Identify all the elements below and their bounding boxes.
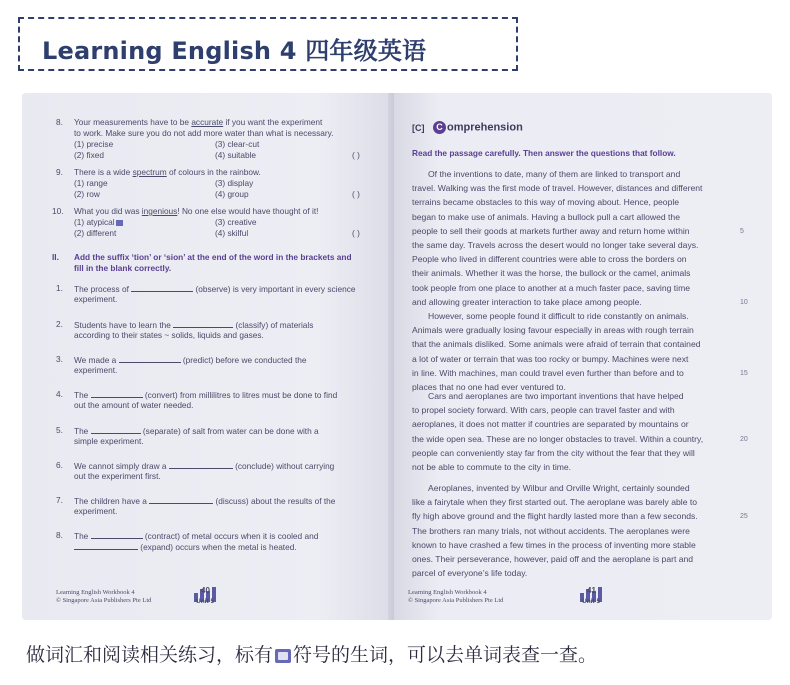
left-page: [22, 93, 394, 620]
unit-label: Unit 5: [582, 598, 601, 605]
right-page: [394, 93, 772, 620]
option: (3) creative: [215, 217, 257, 227]
answer-bracket[interactable]: ( ): [352, 150, 360, 160]
passage-line: travel. Walking was the first mode of travel. However, distances and different: [412, 183, 703, 194]
option: (1) precise: [74, 139, 114, 149]
item-number: 5.: [56, 425, 63, 435]
item-number: 4.: [56, 389, 63, 399]
passage-line: fly high above ground and the flight hardly lasted more than a few seconds.: [412, 511, 698, 522]
item-text: out the amount of water needed.: [74, 400, 194, 410]
unit-label: Unit 5: [196, 598, 215, 605]
question-number: 10.: [52, 206, 64, 216]
item-number: 8.: [56, 530, 63, 540]
option: (3) clear-cut: [215, 139, 260, 149]
option: (3) display: [215, 178, 254, 188]
question-text: to work. Make sure you do not add more water than what is necessary.: [74, 128, 334, 138]
passage-line: their animals. Whether it was the horse, the bullock or the camel, animals: [412, 268, 691, 279]
item-number: 2.: [56, 319, 63, 329]
footer-copyright: © Singapore Asia Publishers Pte Ltd: [408, 597, 504, 604]
passage-line: places that no one had ever ventured to.: [412, 382, 566, 392]
option: (4) skilful: [215, 228, 249, 238]
line-number: 25: [740, 513, 748, 521]
dictionary-icon: [275, 649, 291, 663]
item-text: The (separate) of salt from water can be done with a: [74, 426, 319, 436]
question-text: Your measurements have to be accurate if you want the experiment: [74, 117, 323, 127]
item-text: Students have to learn the (classify) of materials: [74, 320, 314, 330]
option: (4) group: [215, 189, 249, 199]
title-banner: [18, 17, 518, 71]
item-text: The (convert) from millilitres to litres must be done to find: [74, 390, 338, 400]
section-number: II.: [52, 252, 59, 262]
passage-line: a lot of water or terrain that was too rocky or bumpy. Machines were next: [412, 353, 689, 364]
item-text: (expand) occurs when the metal is heated.: [74, 541, 297, 553]
caption: [26, 640, 597, 667]
passage-line: not be able to commute to the city in time.: [412, 462, 572, 472]
caption-text-start: 做词汇和阅读相关练习，标有: [26, 644, 274, 666]
option: (2) fixed: [74, 150, 104, 160]
passage-line: ones. Their perseverance, however, paid off and the aeroplane is part and: [412, 554, 694, 564]
reading-instruction: Read the passage carefully. Then answer the questions that follow.: [412, 148, 676, 158]
item-number: 3.: [56, 354, 63, 364]
item-text: out the experiment first.: [74, 471, 161, 481]
answer-blank[interactable]: [169, 460, 233, 469]
item-number: 1.: [56, 283, 63, 293]
answer-blank[interactable]: [74, 541, 138, 550]
passage-line: known to have crashed a few times in the process of inventing more stable: [412, 539, 696, 550]
item-number: 7.: [56, 495, 63, 505]
option: (1) range: [74, 178, 108, 188]
option: (1) atypical: [74, 217, 124, 228]
footer-title: Learning English Workbook 4: [56, 589, 135, 596]
passage-line: began to make use of animals. Having a bullock pull a cart allowed the: [412, 211, 680, 222]
answer-blank[interactable]: [91, 425, 141, 434]
item-text: We made a (predict) before we conducted the: [74, 355, 307, 365]
passage-line: parcel of everyone’s life today.: [412, 568, 528, 579]
item-text: experiment.: [74, 365, 118, 375]
line-number: 10: [740, 298, 748, 306]
passage-line: in line. With machines, man could travel even further than before and to: [412, 367, 684, 378]
book-spread: [22, 93, 772, 620]
answer-bracket[interactable]: ( ): [352, 189, 360, 199]
item-text: We cannot simply draw a (conclude) without carrying: [74, 461, 335, 471]
comprehension-c-icon: C: [433, 121, 446, 134]
answer-blank[interactable]: [91, 530, 143, 539]
answer-blank[interactable]: [131, 283, 193, 292]
passage-line: to propel society forward. With cars, people can travel faster and with: [412, 405, 675, 416]
dictionary-icon: [116, 220, 123, 226]
line-number: 5: [740, 227, 744, 235]
passage-line: people to sell their goods at markets further away and return home within: [412, 225, 690, 236]
section-label: [C]: [412, 123, 425, 133]
line-number: 15: [740, 369, 748, 377]
passage-line: People who lived in different countries were able to cross the borders on: [412, 254, 687, 265]
passage-line: aeroplanes, it does not matter if countries are separated by mountains or: [412, 419, 689, 430]
item-text: according to their states ~ solids, liquids and gases.: [74, 330, 264, 340]
page-number: 41: [587, 586, 596, 595]
passage-line: like a fairytale when they first started out. The aeroplane was barely able to: [412, 497, 698, 508]
item-text: simple experiment.: [74, 436, 144, 446]
passage-line: took people from one place to another at a much faster pace, saving time: [412, 282, 691, 293]
passage-line: Animals were gradually losing favour especially in areas with rough terrain: [412, 325, 694, 336]
question-number: 8.: [56, 117, 63, 127]
question-number: 9.: [56, 167, 63, 177]
banner-title: Learning English 4 四年级英语: [42, 37, 427, 65]
passage-line: The brothers ran many trials, not without accidents. The aeroplanes were: [412, 525, 690, 536]
caption-text-end: 符号的生词，可以去单词表查一查。: [293, 644, 598, 666]
section-instruction: fill in the blank correctly.: [74, 263, 172, 273]
passage-line: Cars and aeroplanes are two important inventions that have helped: [428, 391, 684, 401]
section-heading: C omprehension: [432, 121, 523, 134]
passage-line: Aeroplanes, invented by Wilbur and Orville Wright, certainly sounded: [428, 483, 690, 493]
item-text: experiment.: [74, 506, 118, 516]
passage-line: Of the inventions to date, many of them are linked to transport and: [428, 169, 681, 179]
item-text: The process of (observe) is very important in every science: [74, 284, 356, 294]
passage-line: that the animals disliked. Some animals were afraid of terrain that contained: [412, 339, 701, 350]
passage-line: the same day. Travels across the desert would no longer take several days.: [412, 240, 699, 250]
answer-blank[interactable]: [119, 354, 181, 363]
answer-blank[interactable]: [173, 319, 233, 328]
item-text: The children have a (discuss) about the results of the: [74, 496, 336, 506]
answer-blank[interactable]: [91, 389, 143, 398]
answer-bracket[interactable]: ( ): [352, 228, 360, 238]
item-number: 6.: [56, 460, 63, 470]
line-number: 20: [740, 435, 748, 443]
section-instruction: Add the suffix ‘tion’ or ‘sion’ at the end of the word in the brackets and: [74, 252, 352, 262]
question-text: There is a wide spectrum of colours in the rainbow.: [74, 167, 261, 177]
question-text: What you did was ingenious! No one else would have thought of it!: [74, 206, 319, 216]
option: (2) row: [74, 189, 100, 199]
item-text: experiment.: [74, 294, 118, 304]
passage-line: and allowing greater interaction to take place among people.: [412, 296, 642, 307]
page-number: 40: [201, 586, 210, 595]
option: (4) suitable: [215, 150, 257, 160]
footer-title: Learning English Workbook 4: [408, 589, 487, 596]
passage-line: terrains became obstacles to this way of moving about. Hence, people: [412, 197, 680, 208]
passage-line: the wide open sea. These are no longer obstacles to travel. Within a country,: [412, 433, 704, 444]
passage-line: people can conveniently stay far from the city without the fear that they will: [412, 447, 695, 458]
passage-line: However, some people found it difficult to ride constantly on animals.: [428, 311, 689, 321]
answer-blank[interactable]: [149, 495, 213, 504]
footer-copyright: © Singapore Asia Publishers Pte Ltd: [56, 597, 152, 604]
item-text: The (contract) of metal occurs when it is cooled and: [74, 531, 319, 541]
option: (2) different: [74, 228, 117, 238]
